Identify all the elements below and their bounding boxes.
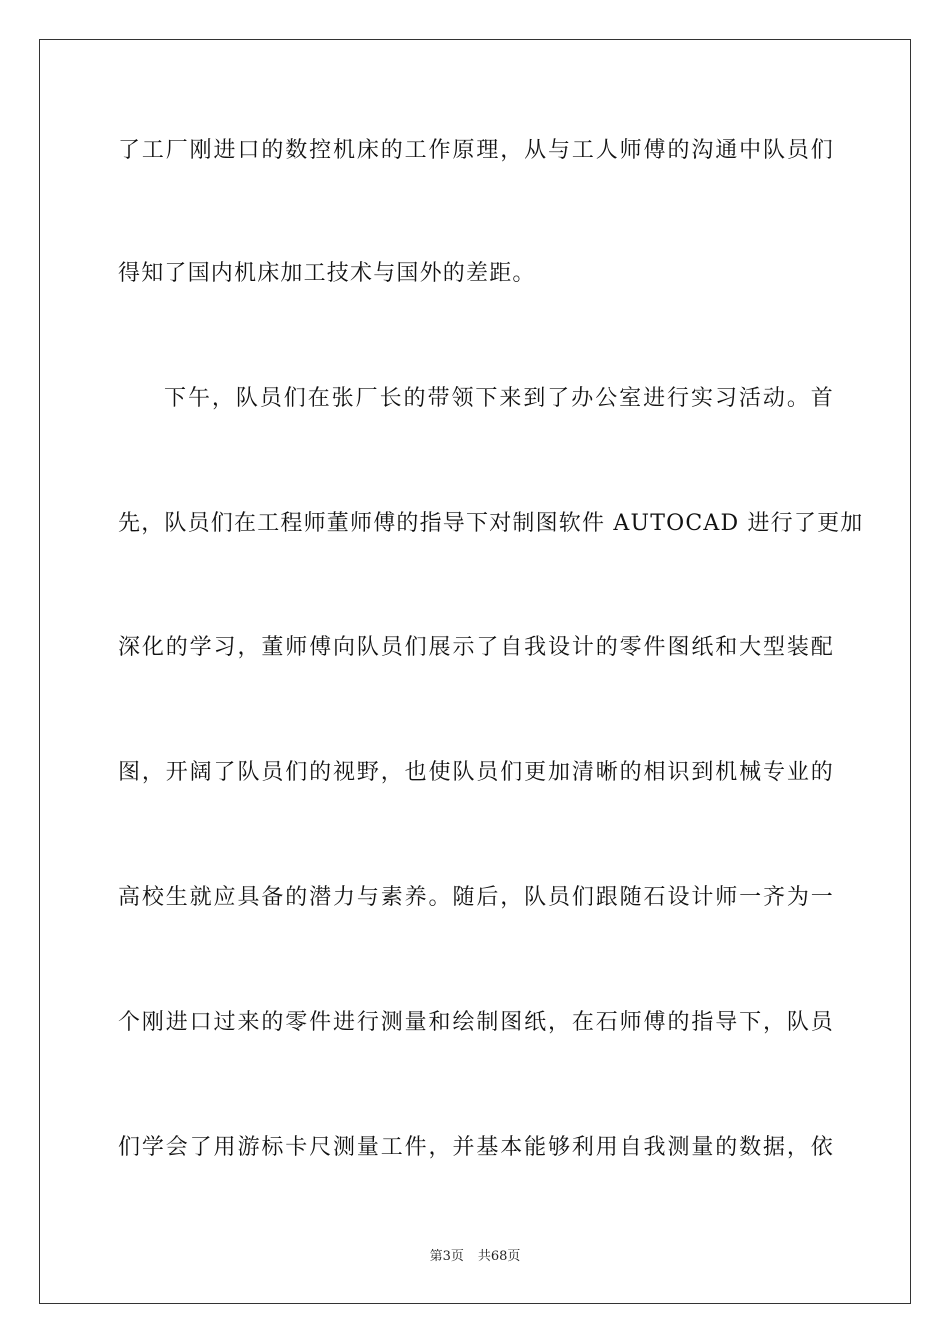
body-line-8: 个刚进口过来的零件进行测量和绘制图纸，在石师傅的指导下，队员 [118, 1010, 834, 1035]
body-line-3: 下午，队员们在张厂长的带领下来到了办公室进行实习活动。首 [164, 386, 834, 411]
body-line-7: 高校生就应具备的潜力与素养。随后，队员们跟随石设计师一齐为一 [118, 885, 834, 910]
body-line-1: 了工厂刚进口的数控机床的工作原理，从与工人师傅的沟通中队员们 [118, 138, 834, 163]
body-line-5: 深化的学习，董师傅向队员们展示了自我设计的零件图纸和大型装配 [118, 635, 834, 660]
body-line-2: 得知了国内机床加工技术与国外的差距。 [118, 261, 536, 286]
page-border [39, 39, 911, 1304]
body-line-9: 们学会了用游标卡尺测量工件，并基本能够利用自我测量的数据，依 [118, 1135, 834, 1160]
page-footer [0, 1248, 950, 1266]
body-line-6: 图，开阔了队员们的视野，也使队员们更加清晰的相识到机械专业的 [118, 760, 834, 785]
page-total: 共68页 [477, 1249, 521, 1264]
page-number: 第3页 [429, 1249, 464, 1264]
body-line-4: 先，队员们在工程师董师傅的指导下对制图软件 AUTOCAD 进行了更加 [118, 511, 864, 536]
